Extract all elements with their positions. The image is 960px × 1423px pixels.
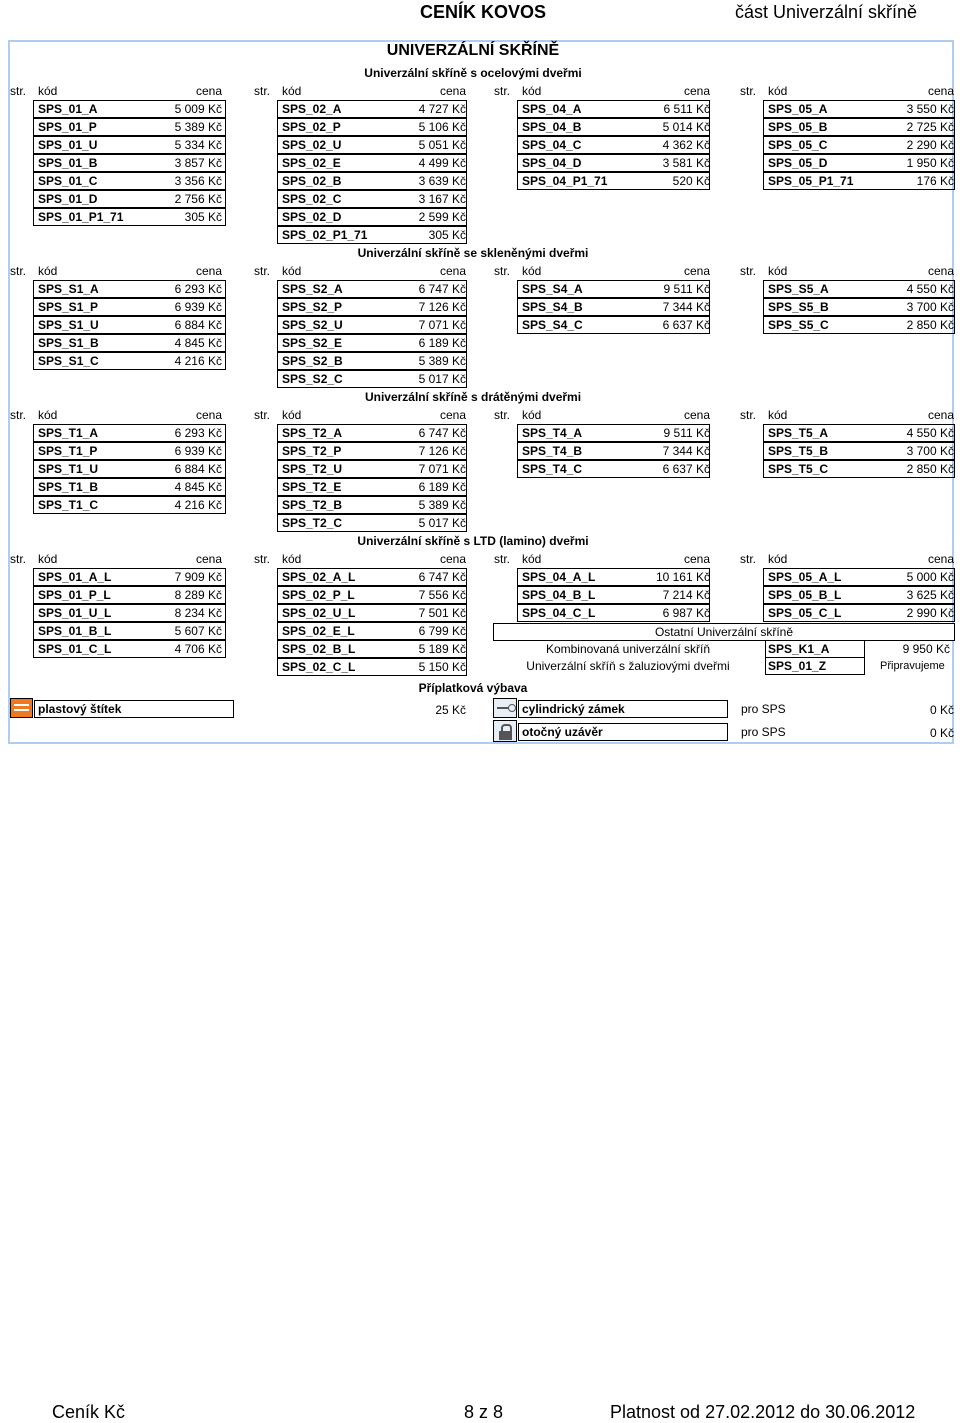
product-price: 7 071 Kč (418, 462, 466, 476)
product-code: SPS_T4_C (522, 462, 583, 476)
extra-price-3: 0 Kč (929, 726, 954, 740)
product-code: SPS_S2_P (282, 300, 343, 314)
product-price: 7 556 Kč (418, 588, 466, 602)
product-code: SPS_01_B (38, 156, 98, 170)
product-code: SPS_04_B (522, 120, 582, 134)
product-price: 6 747 Kč (418, 570, 466, 584)
section-title: Univerzální skříně s ocelovými dveřmi (364, 66, 582, 80)
product-price: 4 216 Kč (174, 498, 222, 512)
product-code: SPS_01_P_L (38, 588, 111, 602)
product-code: SPS_02_C (282, 192, 342, 206)
product-code: SPS_S1_P (38, 300, 99, 314)
product-code: SPS_04_C_L (522, 606, 596, 620)
product-price: 4 550 Kč (906, 426, 954, 440)
extra-for-3: pro SPS (741, 725, 786, 739)
other-code-1: SPS_K1_A (768, 642, 830, 656)
product-code: SPS_01_P1_71 (38, 210, 124, 224)
col-header-cena: cena (927, 408, 954, 422)
col-header-cena: cena (683, 264, 710, 278)
product-code: SPS_05_B (768, 120, 828, 134)
product-code: SPS_T1_A (38, 426, 99, 440)
product-price: 6 987 Kč (662, 606, 710, 620)
product-code: SPS_T5_A (768, 426, 829, 440)
product-code: SPS_04_A_L (522, 570, 596, 584)
product-code: SPS_02_B_L (282, 642, 356, 656)
product-code: SPS_02_P (282, 120, 341, 134)
product-price: 4 727 Kč (418, 102, 466, 116)
product-price: 9 511 Kč (663, 282, 710, 296)
product-price: 176 Kč (916, 174, 954, 188)
product-code: SPS_05_C_L (768, 606, 842, 620)
product-price: 3 625 Kč (906, 588, 954, 602)
product-code: SPS_S1_U (38, 318, 99, 332)
col-header-kod: kód (522, 408, 542, 422)
col-header-kod: kód (282, 408, 302, 422)
extra-name-2: cylindrický zámek (522, 702, 625, 716)
product-price: 5 014 Kč (662, 120, 710, 134)
product-code: SPS_S5_B (768, 300, 829, 314)
col-header-str: str. (10, 552, 27, 566)
product-price: 6 637 Kč (662, 318, 710, 332)
product-price: 4 706 Kč (174, 642, 222, 656)
product-code: SPS_01_B_L (38, 624, 112, 638)
product-price: 3 700 Kč (906, 444, 954, 458)
product-code: SPS_T1_U (38, 462, 99, 476)
product-code: SPS_T2_U (282, 462, 343, 476)
product-code: SPS_S2_E (282, 336, 343, 350)
product-price: 4 499 Kč (418, 156, 466, 170)
product-code: SPS_T4_A (522, 426, 583, 440)
product-code: SPS_T2_B (282, 498, 343, 512)
col-header-str: str. (740, 408, 757, 422)
product-code: SPS_T2_C (282, 516, 343, 530)
col-header-cena: cena (195, 552, 222, 566)
product-code: SPS_02_U_L (282, 606, 356, 620)
product-code: SPS_S2_C (282, 372, 343, 386)
product-price: 7 214 Kč (662, 588, 710, 602)
product-code: SPS_01_P (38, 120, 97, 134)
col-header-str: str. (254, 264, 271, 278)
product-code: SPS_T1_B (38, 480, 99, 494)
product-price: 6 884 Kč (174, 318, 222, 332)
product-code: SPS_T1_C (38, 498, 99, 512)
label-icon (10, 698, 33, 718)
footer-validity: Platnost od 27.02.2012 do 30.06.2012 (610, 1402, 916, 1422)
product-price: 2 756 Kč (174, 192, 222, 206)
col-header-cena: cena (683, 84, 710, 98)
product-price: 4 845 Kč (174, 480, 222, 494)
product-code: SPS_05_A (768, 102, 828, 116)
product-code: SPS_S2_U (282, 318, 343, 332)
product-code: SPS_05_A_L (768, 570, 842, 584)
col-header-cena: cena (439, 84, 466, 98)
product-price: 6 637 Kč (662, 462, 710, 476)
footer-currency: Ceník Kč (52, 1402, 126, 1422)
product-code: SPS_01_U_L (38, 606, 112, 620)
product-price: 6 939 Kč (174, 444, 222, 458)
product-code: SPS_T4_B (522, 444, 583, 458)
product-price: 305 Kč (428, 228, 466, 242)
extras-title: Příplatková výbava (418, 681, 528, 695)
product-price: 5 000 Kč (906, 570, 954, 584)
product-code: SPS_01_C_L (38, 642, 112, 656)
col-header-cena: cena (927, 264, 954, 278)
product-code: SPS_02_P_L (282, 588, 355, 602)
product-code: SPS_02_B (282, 174, 342, 188)
col-header-kod: kód (282, 552, 302, 566)
product-price: 7 344 Kč (662, 300, 710, 314)
product-price: 7 126 Kč (418, 300, 466, 314)
col-header-kod: kód (38, 408, 58, 422)
header-title: CENÍK KOVOS (420, 2, 547, 22)
product-price: 6 293 Kč (174, 426, 222, 440)
product-price: 3 356 Kč (174, 174, 222, 188)
col-header-cena: cena (439, 264, 466, 278)
product-code: SPS_01_U (38, 138, 98, 152)
product-code: SPS_S4_C (522, 318, 583, 332)
product-code: SPS_S5_A (768, 282, 829, 296)
product-code: SPS_04_A (522, 102, 582, 116)
other-price-2: Připravujeme (880, 660, 945, 672)
col-header-cena: cena (927, 552, 954, 566)
other-code-2: SPS_01_Z (768, 659, 827, 673)
product-code: SPS_T2_E (282, 480, 342, 494)
product-code: SPS_S5_C (768, 318, 829, 332)
col-header-kod: kód (768, 408, 788, 422)
section-title: Univerzální skříně s LTD (lamino) dveřmi (357, 534, 589, 548)
product-price: 5 334 Kč (174, 138, 222, 152)
product-price: 4 362 Kč (662, 138, 710, 152)
extra-price-1: 25 Kč (435, 703, 466, 717)
product-price: 6 189 Kč (418, 336, 466, 350)
header-section: část Univerzální skříně (735, 2, 918, 22)
product-code: SPS_04_C (522, 138, 582, 152)
product-price: 5 189 Kč (418, 642, 466, 656)
product-price: 7 501 Kč (418, 606, 466, 620)
product-price: 520 Kč (672, 174, 710, 188)
product-price: 7 909 Kč (174, 570, 222, 584)
product-code: SPS_T5_B (768, 444, 829, 458)
product-price: 5 150 Kč (418, 660, 466, 674)
col-header-cena: cena (195, 408, 222, 422)
product-code: SPS_T5_C (768, 462, 829, 476)
other-desc-2: Univerzální skříň s žaluziovými dveřmi (526, 659, 730, 673)
product-price: 5 607 Kč (174, 624, 222, 638)
product-price: 9 511 Kč (663, 426, 710, 440)
product-price: 6 939 Kč (174, 300, 222, 314)
col-header-kod: kód (282, 264, 302, 278)
product-code: SPS_T1_P (38, 444, 98, 458)
col-header-cena: cena (195, 264, 222, 278)
product-price: 5 106 Kč (418, 120, 466, 134)
col-header-kod: kód (768, 552, 788, 566)
col-header-str: str. (494, 408, 511, 422)
product-code: SPS_S2_A (282, 282, 343, 296)
product-code: SPS_05_C (768, 138, 828, 152)
col-header-kod: kód (768, 84, 788, 98)
product-code: SPS_02_C_L (282, 660, 356, 674)
product-price: 3 167 Kč (418, 192, 466, 206)
key-icon (493, 698, 517, 718)
col-header-cena: cena (683, 552, 710, 566)
col-header-cena: cena (683, 408, 710, 422)
product-price: 4 845 Kč (174, 336, 222, 350)
extra-price-2: 0 Kč (929, 703, 954, 717)
extra-name-1: plastový štítek (38, 702, 122, 716)
product-price: 5 009 Kč (174, 102, 222, 116)
col-header-str: str. (494, 264, 511, 278)
product-code: SPS_01_C (38, 174, 98, 188)
product-code: SPS_01_A (38, 102, 98, 116)
product-code: SPS_04_D (522, 156, 582, 170)
footer-page-number: 8 z 8 (464, 1402, 504, 1422)
product-code: SPS_02_E_L (282, 624, 355, 638)
other-title: Ostatní Univerzální skříně (654, 625, 794, 639)
product-price: 8 234 Kč (174, 606, 222, 620)
product-price: 7 126 Kč (418, 444, 466, 458)
col-header-cena: cena (439, 408, 466, 422)
col-header-kod: kód (522, 84, 542, 98)
col-header-str: str. (494, 552, 511, 566)
other-price-1: 9 950 Kč (902, 642, 950, 656)
section-title: Univerzální skříně se skleněnými dveřmi (357, 246, 589, 260)
col-header-kod: kód (282, 84, 302, 98)
product-price: 6 747 Kč (418, 282, 466, 296)
product-price: 1 950 Kč (906, 156, 954, 170)
product-price: 3 550 Kč (906, 102, 954, 116)
product-price: 5 389 Kč (418, 498, 466, 512)
col-header-kod: kód (38, 552, 58, 566)
padlock-icon (493, 720, 517, 742)
col-header-str: str. (10, 84, 27, 98)
product-price: 3 581 Kč (662, 156, 710, 170)
product-price: 8 289 Kč (174, 588, 222, 602)
product-code: SPS_T2_A (282, 426, 343, 440)
product-price: 7 344 Kč (662, 444, 710, 458)
page-title: UNIVERZÁLNÍ SKŘÍNĚ (386, 42, 560, 59)
product-code: SPS_05_D (768, 156, 828, 170)
col-header-kod: kód (768, 264, 788, 278)
extra-for-2: pro SPS (741, 702, 786, 716)
col-header-str: str. (740, 552, 757, 566)
product-price: 5 389 Kč (174, 120, 222, 134)
product-price: 2 850 Kč (906, 462, 954, 476)
col-header-str: str. (740, 264, 757, 278)
product-code: SPS_04_P1_71 (522, 174, 608, 188)
product-price: 5 017 Kč (418, 516, 466, 530)
product-price: 2 725 Kč (906, 120, 954, 134)
product-code: SPS_02_P1_71 (282, 228, 368, 242)
col-header-str: str. (254, 552, 271, 566)
col-header-cena: cena (439, 552, 466, 566)
product-price: 6 747 Kč (418, 426, 466, 440)
product-price: 6 799 Kč (418, 624, 466, 638)
col-header-str: str. (740, 84, 757, 98)
product-code: SPS_01_D (38, 192, 98, 206)
col-header-str: str. (254, 84, 271, 98)
product-price: 3 639 Kč (418, 174, 466, 188)
col-header-cena: cena (195, 84, 222, 98)
product-code: SPS_02_D (282, 210, 342, 224)
col-header-str: str. (494, 84, 511, 98)
product-price: 5 051 Kč (418, 138, 466, 152)
col-header-str: str. (10, 408, 27, 422)
product-code: SPS_S1_B (38, 336, 99, 350)
product-price: 3 857 Kč (174, 156, 222, 170)
col-header-kod: kód (522, 552, 542, 566)
product-price: 10 161 Kč (655, 570, 710, 584)
product-price: 2 850 Kč (906, 318, 954, 332)
product-price: 7 071 Kč (418, 318, 466, 332)
product-code: SPS_05_P1_71 (768, 174, 854, 188)
product-code: SPS_05_B_L (768, 588, 842, 602)
col-header-kod: kód (522, 264, 542, 278)
product-price: 4 550 Kč (906, 282, 954, 296)
product-price: 6 511 Kč (663, 102, 710, 116)
product-price: 2 990 Kč (906, 606, 954, 620)
product-price: 2 290 Kč (906, 138, 954, 152)
product-code: SPS_02_A_L (282, 570, 356, 584)
product-code: SPS_T2_P (282, 444, 342, 458)
product-price: 3 700 Kč (906, 300, 954, 314)
product-price: 6 293 Kč (174, 282, 222, 296)
col-header-kod: kód (38, 84, 58, 98)
product-price: 305 Kč (184, 210, 222, 224)
product-code: SPS_02_E (282, 156, 341, 170)
col-header-cena: cena (927, 84, 954, 98)
product-price: 2 599 Kč (418, 210, 466, 224)
col-header-kod: kód (38, 264, 58, 278)
col-header-str: str. (254, 408, 271, 422)
product-code: SPS_02_A (282, 102, 342, 116)
other-desc-1: Kombinovaná univerzální skříň (545, 642, 711, 656)
product-code: SPS_S4_B (522, 300, 583, 314)
product-price: 5 017 Kč (418, 372, 466, 386)
extra-name-3: otočný uzávěr (522, 725, 603, 739)
col-header-str: str. (10, 264, 27, 278)
product-code: SPS_S1_C (38, 354, 99, 368)
product-price: 5 389 Kč (418, 354, 466, 368)
product-code: SPS_S1_A (38, 282, 99, 296)
section-title: Univerzální skříně s drátěnými dveřmi (364, 390, 582, 404)
product-price: 4 216 Kč (174, 354, 222, 368)
product-code: SPS_04_B_L (522, 588, 596, 602)
product-price: 6 884 Kč (174, 462, 222, 476)
product-code: SPS_S2_B (282, 354, 343, 368)
product-price: 6 189 Kč (418, 480, 466, 494)
product-code: SPS_01_A_L (38, 570, 112, 584)
product-code: SPS_S4_A (522, 282, 583, 296)
product-code: SPS_02_U (282, 138, 342, 152)
